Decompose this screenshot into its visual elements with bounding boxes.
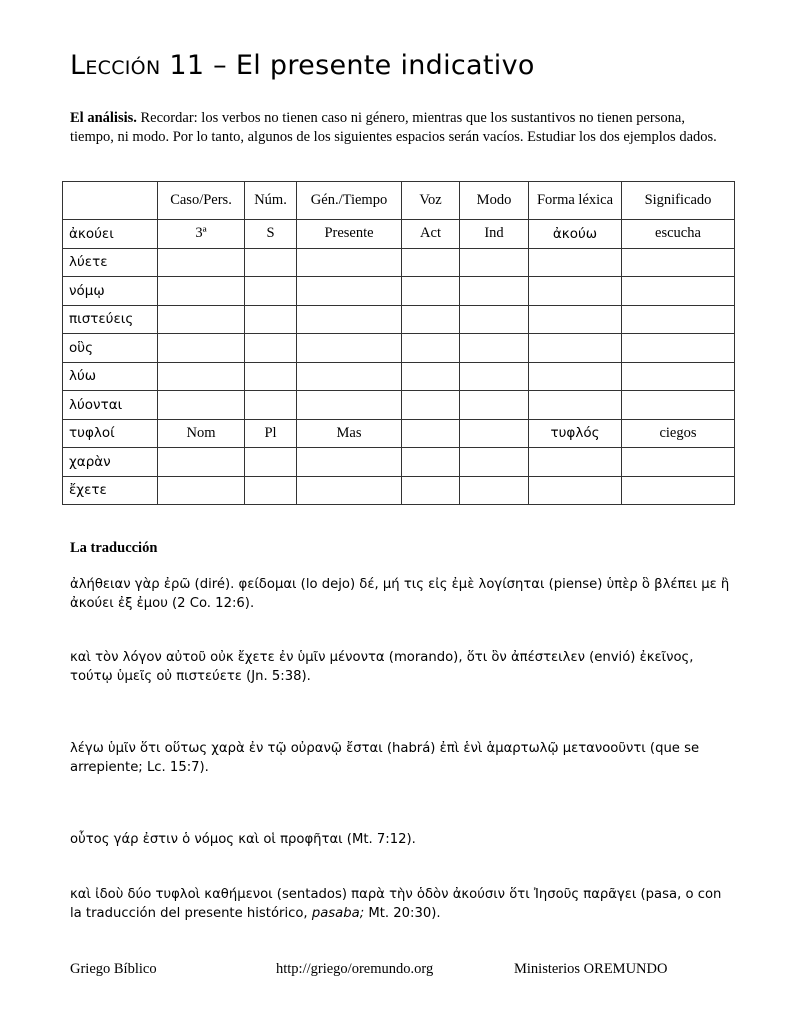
passage-5-italic: pasaba;: [311, 906, 365, 921]
word-cell: λύετε: [63, 248, 158, 277]
table-row: [63, 362, 735, 391]
intro-paragraph: [70, 109, 730, 146]
analysis-cell: Presente: [297, 220, 402, 249]
analysis-cell: [529, 248, 622, 277]
analysis-cell: [460, 305, 529, 334]
table-row: [63, 391, 735, 420]
analysis-cell: [622, 305, 735, 334]
analysis-cell: [529, 277, 622, 306]
passage-2: καὶ τὸν λόγον αὐτοῦ οὐκ ἔχετε ἐν ὑμῖν μένοντα (morando), ὅτι ὃν ἀπέστειλεν (envió) ἐκεῖνος, τούτῳ ὑμεῖς οὐ πιστεύετε (Jn. 5:38).: [70, 650, 694, 684]
analysis-cell: [622, 448, 735, 477]
analysis-cell: [245, 305, 297, 334]
analysis-cell: [622, 362, 735, 391]
analysis-cell: Pl: [245, 419, 297, 448]
analysis-cell: [158, 334, 245, 363]
analysis-cell: [245, 391, 297, 420]
analysis-cell: [297, 448, 402, 477]
analysis-cell: [245, 334, 297, 363]
analysis-cell: [245, 448, 297, 477]
header-cell: [63, 182, 158, 220]
header-cell: Voz: [402, 182, 460, 220]
analysis-cell: [402, 248, 460, 277]
analysis-cell: [402, 419, 460, 448]
analysis-cell: [158, 305, 245, 334]
analysis-cell: [460, 277, 529, 306]
analysis-cell: [297, 305, 402, 334]
analysis-cell: [529, 476, 622, 505]
word-cell: ἀκούει: [63, 220, 158, 249]
table-row: [63, 419, 735, 448]
table-row: [63, 277, 735, 306]
header-cell: Núm.: [245, 182, 297, 220]
analysis-cell: [245, 248, 297, 277]
analysis-cell: [297, 362, 402, 391]
analysis-cell: [297, 334, 402, 363]
analysis-cell: [245, 277, 297, 306]
analysis-cell: [622, 277, 735, 306]
analysis-cell: [622, 391, 735, 420]
table-row: [63, 248, 735, 277]
analysis-cell: S: [245, 220, 297, 249]
analysis-cell: [622, 476, 735, 505]
word-cell: λύονται: [63, 391, 158, 420]
analysis-cell: [158, 362, 245, 391]
analysis-cell: [402, 277, 460, 306]
page-title: [70, 50, 535, 81]
analysis-cell: [245, 362, 297, 391]
analysis-cell: [402, 362, 460, 391]
passage-4: οὗτος γάρ ἐστιν ὁ νόμος καὶ οἱ προφῆται (Mt. 7:12).: [70, 832, 416, 847]
title-prefix: Lección 11: [70, 50, 205, 81]
table-row: [63, 476, 735, 505]
word-cell: τυφλοί: [63, 419, 158, 448]
passage-1: ἀλήθειαν γὰρ ἐρῶ (diré). φείδομαι (lo dejo) δέ, μή τις εἰς ἐμὲ λογίσηται (piense) ὑπὲρ ὃ βλέπει με ἢ ἀκούει ἐξ ἐμου (2 Co. 12:6).: [70, 577, 730, 611]
analysis-cell: [622, 334, 735, 363]
analysis-cell: [460, 448, 529, 477]
analysis-cell: [402, 448, 460, 477]
analysis-cell: [297, 248, 402, 277]
analysis-cell: ciegos: [622, 419, 735, 448]
table-row: [63, 305, 735, 334]
table-row: [63, 448, 735, 477]
header-cell: Modo: [460, 182, 529, 220]
word-cell: νόμῳ: [63, 277, 158, 306]
analysis-cell: [529, 305, 622, 334]
table-row: [63, 334, 735, 363]
analysis-cell: [460, 248, 529, 277]
analysis-cell: escucha: [622, 220, 735, 249]
analysis-cell: [460, 476, 529, 505]
analysis-cell: 3ª: [158, 220, 245, 249]
analysis-cell: [402, 391, 460, 420]
footer-ministry: Ministerios OREMUNDO: [514, 961, 668, 977]
analysis-cell: [529, 362, 622, 391]
title-dash: –: [204, 50, 236, 81]
passage-3: λέγω ὑμῖν ὅτι οὕτως χαρὰ ἐν τῷ οὐρανῷ ἔσται (habrá) ἐπὶ ἑνὶ ἁμαρτωλῷ μετανοοῦντι (que se arrepiente; Lc. 15:7).: [70, 741, 700, 775]
footer-url: http://griego/oremundo.org: [276, 961, 434, 977]
analysis-cell: [158, 448, 245, 477]
analysis-cell: [297, 476, 402, 505]
analysis-cell: [529, 448, 622, 477]
footer-course: Griego Bíblico: [70, 961, 157, 977]
analysis-cell: [460, 362, 529, 391]
analysis-cell: [158, 277, 245, 306]
analysis-cell: ἀκούω: [529, 220, 622, 249]
word-cell: οὓς: [63, 334, 158, 363]
intro-label: El análisis.: [70, 110, 137, 126]
analysis-cell: Nom: [158, 419, 245, 448]
analysis-cell: [460, 391, 529, 420]
analysis-cell: [460, 419, 529, 448]
header-cell: Significado: [622, 182, 735, 220]
analysis-cell: Ind: [460, 220, 529, 249]
header-cell: Forma léxica: [529, 182, 622, 220]
analysis-cell: τυφλός: [529, 419, 622, 448]
analysis-cell: [402, 476, 460, 505]
table-header-row: [63, 182, 735, 220]
table-row: [63, 220, 735, 249]
word-cell: χαρὰν: [63, 448, 158, 477]
analysis-table: [62, 181, 735, 505]
analysis-cell: [529, 334, 622, 363]
analysis-cell: [460, 334, 529, 363]
passage-5-text: καὶ ἰδοὺ δύο τυφλοὶ καθήμενοι (sentados) παρὰ τὴν ὁδὸν ἀκούσιν ὅτι Ἰησοῦς παρᾶγει (pasa, o con la traducción del presente histórico,: [70, 887, 722, 921]
word-cell: ἔχετε: [63, 476, 158, 505]
passage-5-end: Mt. 20:30).: [364, 906, 441, 921]
header-cell: Gén./Tiempo: [297, 182, 402, 220]
analysis-cell: Mas: [297, 419, 402, 448]
analysis-cell: [245, 476, 297, 505]
analysis-cell: [622, 248, 735, 277]
analysis-cell: [297, 277, 402, 306]
analysis-cell: [297, 391, 402, 420]
word-cell: λύω: [63, 362, 158, 391]
intro-text: Recordar: los verbos no tienen caso ni género, mientras que los sustantivos no tienen persona, tiempo, ni modo. Por lo tanto, algunos de los siguientes espacios serán vacíos. Estudiar los dos ejemplos dados.: [70, 110, 717, 145]
analysis-cell: [529, 391, 622, 420]
passage-5: [70, 885, 730, 923]
analysis-cell: [158, 391, 245, 420]
analysis-cell: Act: [402, 220, 460, 249]
header-cell: Caso/Pers.: [158, 182, 245, 220]
analysis-cell: [402, 305, 460, 334]
title-rest: El presente indicativo: [235, 50, 535, 81]
word-cell: πιστεύεις: [63, 305, 158, 334]
analysis-cell: [402, 334, 460, 363]
analysis-cell: [158, 476, 245, 505]
translation-heading: La traducción: [70, 540, 158, 556]
analysis-cell: [158, 248, 245, 277]
